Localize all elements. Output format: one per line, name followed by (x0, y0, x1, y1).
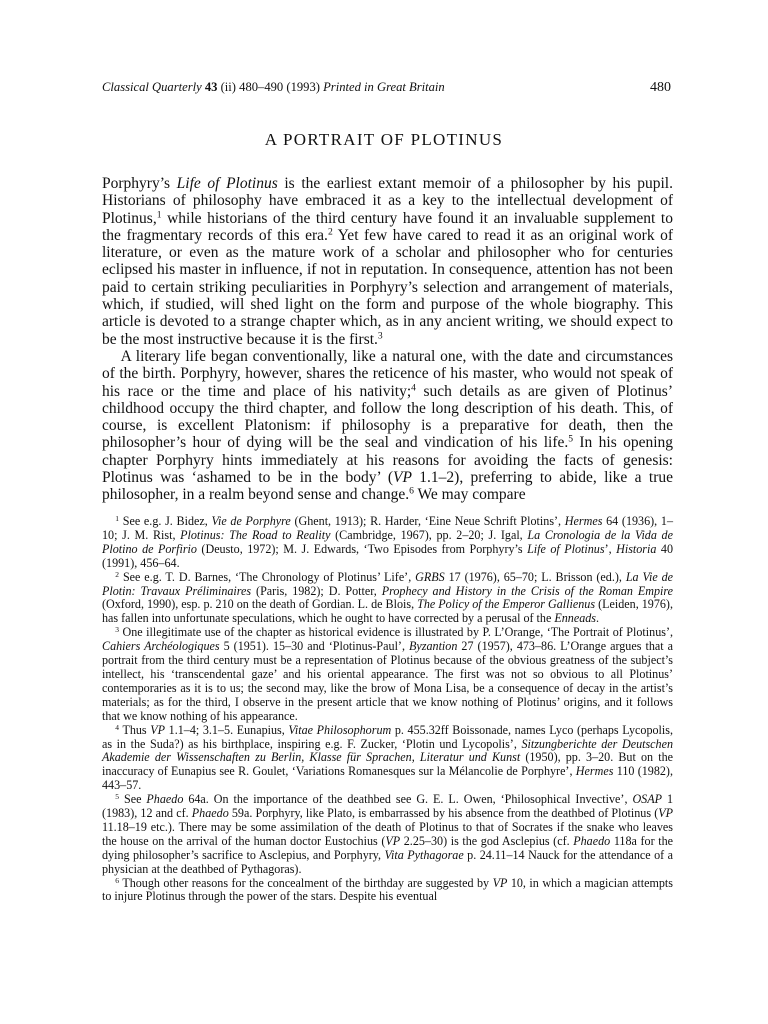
footnote-ref-5: 5 (568, 434, 574, 446)
footnote-ref-1: 1 (156, 209, 162, 221)
footnote-1: $^1$ See e.g. J. Bidez, Vie de Porphyre (Ghent, 1913); R. Harder, ‘Eine Neue Schrift Plotins’, Hermes 64 (1936), 1–10; J. M. Rist, Plotinus: The Road to Reality (Cambridge, 1967), pp. 2–20; J. Igal, La Cronologia de la Vida de Plotino de Porfirio (Deusto, 1972); M. J. Edwards, ‘Two Episodes from Porphyry’s Life of Plotinus’, Historia 40 (1991), 456–64. (102, 513, 673, 570)
footnotes (102, 515, 673, 904)
page-number: 480 (650, 80, 671, 95)
journal-citation: Classical Quarterly 43 (ii) 480–490 (1993) Printed in Great Britain (102, 80, 445, 94)
footnote-3: $^3$ One illegitimate use of the chapter as historical evidence is illustrated by P. L’Orange, ‘The Portrait of Plotinus’, Cahiers Archéologiques 5 (1951). 15–30 and ‘Plotinus-Paul’, Byzantion 27 (1957), 473–86. L’Orange argues that a portrait from the third century must be a representation of Plotinus because of the obvious greatness of the subject’s intellect, his ‘transcendental gaze’ and his oriental appearance. The first was not so obvious to all Plotinus’ contemporaries as it is to us; the second may, like the brow of Mona Lisa, be a consequence of decay in the artist’s materials; as for the third, I observe in the present article that we know nothing of Plotinus’ origins, and it follows that we know nothing of his appearance. (102, 625, 673, 723)
running-header (102, 80, 671, 100)
footnote-4: $^4$ Thus VP 1.1–4; 3.1–5. Eunapius, Vitae Philosophorum p. 455.32ff Boissonade, names Lyco (perhaps Lycopolis, as in the Suda?) as his birthplace, inspiring e.g. F. Zucker, ‘Plotin und Lycopolis’, Sitzungberichte der Deutschen Akademie der Wissenschaften zu Berlin, Klasse für Sprachen, Literatur und Kunst (1950), pp. 3–20. But on the inaccuracy of Eunapius see R. Goulet, ‘Variations Romanesques sur la Mélancolie de Porphyre’, Hermes 110 (1982), 443–57. (102, 722, 674, 793)
footnote-2: $^2$ See e.g. T. D. Barnes, ‘The Chronology of Plotinus’ Life’, GRBS 17 (1976), 65–70; L. Brisson (ed.), La Vie de Plotin: Travaux Préliminaires (Paris, 1982); D. Potter, Prophecy and History in the Crisis of the Roman Empire (Oxford, 1990), esp. p. 210 on the death of Gordian. L. de Blois, The Policy of the Emperor Gallienus (Leiden, 1976), has fallen into unfortunate speculations, which he ought to have corrected by a perusal of the Enneads. (102, 569, 674, 626)
paragraph-1: Porphyry’s Life of Plotinus is the earliest extant memoir of a philosopher by his pupil. Historians of philosophy have embraced it as a key to the intellectual development of Plotinus,$^1$ while historians of the third century have found it an invaluable supplement to the fragmentary records of this era.$^2$ Yet few have cared to read it as an original work of literature, or even as the mature work of a scholar and philosopher who for centuries eclipsed his master in influence, if not in reputation. In consequence, attention has not been paid to certain striking peculiarities in Porphyry’s selection and arrangement of materials, which, if studied, will shed light on the form and purpose of the whole biography. This article is devoted to a strange chapter which, as in any ancient writing, we should expect to be the most instructive because it is the first.$^3$ (102, 175, 674, 348)
footnote-ref-4: 4 (411, 382, 416, 394)
footnote-6: $^6$ Though other reasons for the concealment of the birthday are suggested by VP 10, in which a magician attempts to injure Plotinus through the power of the stars. Despite his eventual (102, 875, 673, 904)
article-title: A PORTRAIT OF PLOTINUS (264, 130, 504, 149)
paragraph-2: A literary life began conventionally, like a natural one, with the date and circumstances of the birth. Porphyry, however, shares the reticence of his master, who would not speak of his race or the time and place of his nativity;$^4$ such details as are given of Plotinus’ childhood occupy the third chapter, and follow the long description of his death. This, of course, is excellent Platonism: if philosophy is a preparative for death, then the philosopher’s hour of dying will be the seal and vindication of his life.$^5$ In his opening chapter Porphyry hints immediately at his reasons for avoiding the facts of genesis: Plotinus was ‘ashamed to be in the body’ (VP 1.1–2), preferring to abide, like a true philosopher, in a realm beyond sense and change.$^6$ We may compare (102, 347, 674, 504)
footnote-ref-6: 6 (409, 486, 414, 498)
article-body (102, 175, 673, 504)
footnote-ref-3: 3 (377, 330, 383, 342)
footnote-ref-2: 2 (327, 226, 333, 238)
footnote-5: $^5$ See Phaedo 64a. On the importance of the deathbed see G. E. L. Owen, ‘Philosophical Invective’, OSAP 1 (1983), 12 and cf. Phaedo 59a. Porphyry, like Plato, is embarrassed by his absence from the deathbed of Plotinus (VP 11.18–19 etc.). There may be some assimilation of the death of Plotinus to that of Socrates if the snake who leaves the house on the arrival of the human doctor Eustochius (VP 2.25–30) is the god Asclepius (cf. Phaedo 118a for the dying philosopher’s sacrifice to Asclepius, and Porphyry, Vita Pythagorae p. 24.11–14 Nauck for the attendance of a physician at the deathbed of Pythagoras). (102, 792, 674, 876)
